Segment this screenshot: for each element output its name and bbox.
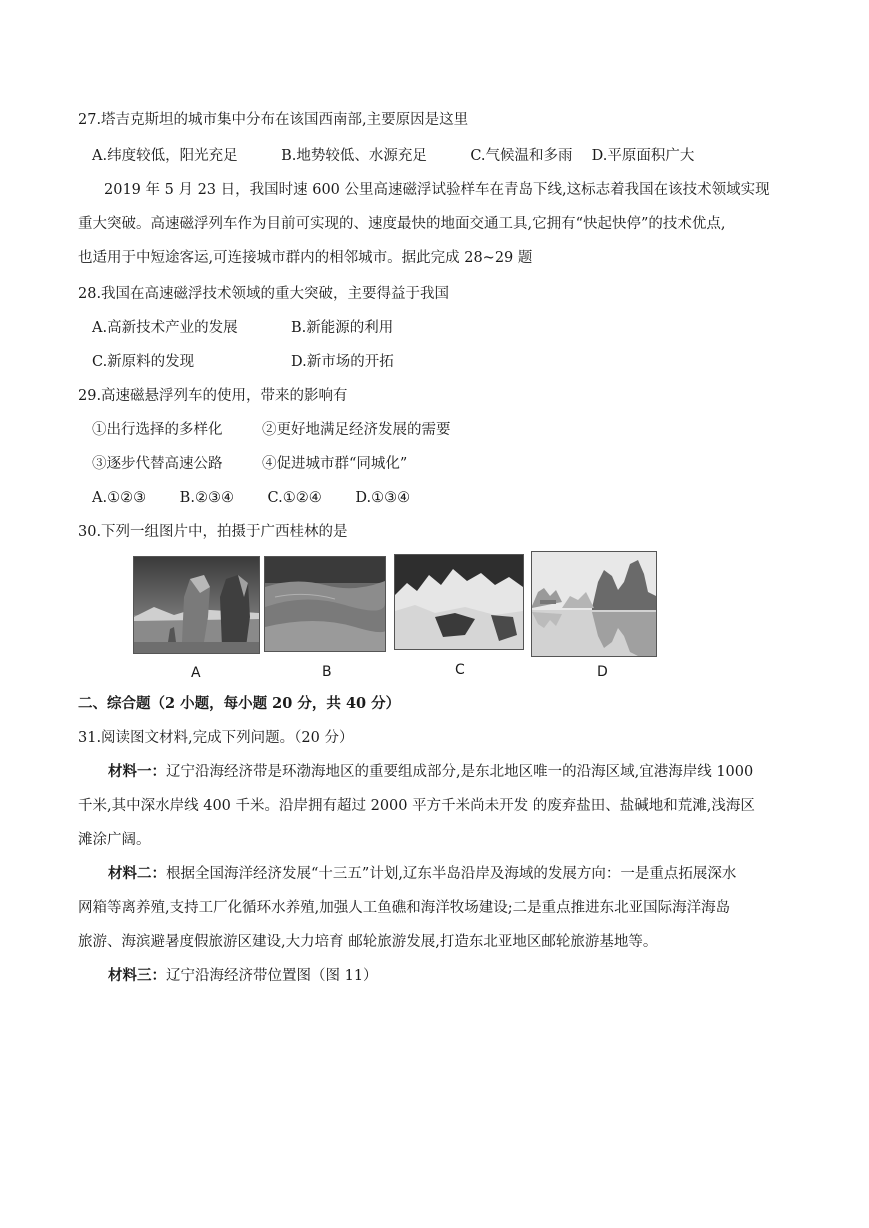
q28-option-b: B.新能源的利用 [291, 320, 394, 336]
q31-material-2-line-3: 旅游、海滨避暑度假旅游区建设,大力培育 邮轮旅游发展,打造东北亚地区邮轮旅游基地等。 [78, 934, 658, 950]
q31-stem: 31.阅读图文材料,完成下列问题。（20 分） [78, 730, 354, 746]
q27-stem: 27.塔吉克斯坦的城市集中分布在该国西南部,主要原因是这里 [78, 112, 469, 128]
q29-options: A.①②③ B.②③④ C.①②④ D.①③④ [92, 490, 411, 506]
material-3-label: 材料三： [108, 967, 166, 984]
intro-line-2: 重大突破。高速磁浮列车作为目前可实现的、速度最快的地面交通工具,它拥有“快起快停”的技术优点, [78, 216, 726, 232]
photo-b-desert-dunes [264, 556, 386, 652]
material-1-label: 材料一： [108, 763, 166, 780]
material-1-text: 辽宁沿海经济带是环渤海地区的重要组成部分,是东北地区唯一的沿海区域,宜港海岸线 1000 [166, 764, 754, 780]
intro-line-3: 也适用于中短途客运,可连接城市群内的相邻城市。据此完成 28~29 题 [78, 250, 533, 266]
q30-stem: 30.下列一组图片中，拍摄于广西桂林的是 [78, 524, 348, 540]
q31-material-3 [108, 966, 378, 986]
q31-material-2-line-2: 网箱等离养殖,支持工厂化循环水养殖,加强人工鱼礁和海洋牧场建设;二是重点推进东北亚国际海洋海岛 [78, 900, 731, 916]
q29-item-4: ④促进城市群“同城化” [262, 456, 408, 472]
photo-d-karst-river [531, 551, 657, 657]
q28-option-d: D.新市场的开拓 [291, 354, 394, 370]
photo-a-caption: A [191, 665, 201, 681]
intro-line-1: 2019 年 5 月 23 日，我国时速 600 公里高速磁浮试验样车在青岛下线,这标志着我国在该技术领域实现 [104, 182, 770, 198]
q28-option-c: C.新原料的发现 [92, 354, 195, 370]
q31-material-1-line-2: 千米,其中深水岸线 400 千米。沿岸拥有超过 2000 平方千米尚未开发 的废弃盐田、盐碱地和荒滩,浅海区 [78, 798, 755, 814]
photo-b-caption: B [322, 664, 332, 680]
q31-material-1-line-3: 滩涂广阔。 [78, 832, 151, 848]
photo-a-rock-formation [133, 556, 260, 654]
q31-material-1-line-1 [108, 762, 753, 782]
material-3-text: 辽宁沿海经济带位置图（图 11） [166, 968, 378, 984]
q28-option-a: A.高新技术产业的发展 [92, 320, 238, 336]
photo-c-caption: C [455, 662, 465, 678]
q28-stem: 28.我国在高速磁浮技术领域的重大突破，主要得益于我国 [78, 286, 450, 302]
photo-d-caption: D [597, 664, 608, 680]
q29-item-3: ③逐步代替高速公路 [92, 456, 223, 472]
material-2-text: 根据全国海洋经济发展“十三五”计划,辽东半岛沿岸及海域的发展方向：一是重点拓展深水 [166, 866, 737, 882]
q29-item-1: ①出行选择的多样化 [92, 422, 223, 438]
q27-options: A.纬度较低，阳光充足 B.地势较低、水源充足 C.气候温和多雨 D.平原面积广大 [92, 148, 695, 164]
photo-c-glacier [394, 554, 524, 650]
material-2-label: 材料二： [108, 865, 166, 882]
q31-material-2-line-1 [108, 864, 736, 884]
q29-item-2: ②更好地满足经济发展的需要 [262, 422, 451, 438]
section-2-title: 二、综合题（2 小题，每小题 20 分，共 40 分） [78, 695, 401, 712]
q29-stem: 29.高速磁悬浮列车的使用，带来的影响有 [78, 388, 348, 404]
